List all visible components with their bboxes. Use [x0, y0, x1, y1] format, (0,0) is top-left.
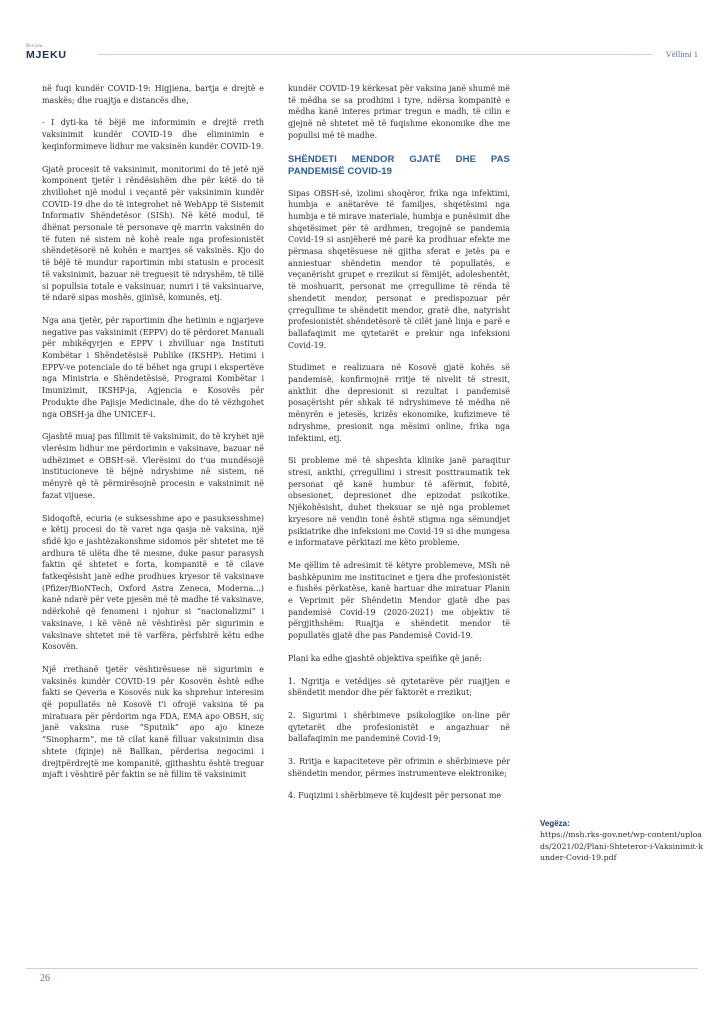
- objective-item: 4. Fuqizimi i shërbimeve të kujdesit për personat me: [288, 791, 502, 801]
- logo-subtitle: Revista: [26, 44, 43, 49]
- footer-rule: [26, 968, 698, 969]
- logo-title: MJEKU: [26, 49, 67, 61]
- paragraph: Nga ana tjetër, për raportimin dhe hetimin e ngjarjeve negative pas vaksinimit (EPPV) do të përdoret Manuali për mbikëqyrjen e EPPV i zhvilluar nga Instituti Kombëtar i Shëndetësisë Publike (IKSHP). Hetimi i EPPV-ve potenciale do të bëhet nga grupi i ekspertëve nga Ministria e Shëndetësisë, Programi Kombëtar i Imunizimit, IKSHP-ja, Agjencia e Kosovës për Produkte dhe Pajisje Medicinale, dhe do të vëzhgohet nga OBSH-ja dhe UNICEF-i.: [42, 315, 264, 419]
- paragraph: Studimet e realizuara në Kosovë gjatë kohës së pandemisë, konfirmojnë rritje të nivelit të stresit, ankthit dhe depresionit si rezultat i pandemisë posaçërisht për shkak të ndryshimeve të mëdha në mënyrën e jetesës, krizës ekonomike, kufizimeve të ndryshme, presionit nga mësimi online, frika nga infektimi, etj.: [288, 363, 510, 443]
- paragraph: Sidoqoftë, ecuria (e suksesshme apo e pasuksesshme) e këtij procesi do të varet nga qasja në vaksina, një sfidë kjo e jashtëzakonshme sidomos për shtetet me të ardhura të ulëta dhe të mesme, duke pasur parasysh faktin që shtetet e forta, kompanitë e të cilave fatkeqësisht janë edhe prodhues kryesor të vaksinave (Pfizer/BioNTech, Oxford Astra Zeneca, Moderna...) kanë ndarë për vete pjesën më të madhe të vaksinave, ndërkohë që fenomeni i njohur si “nacionalizmi” i vaksinave, i kë vënë në vështirësi për sigurimin e vaksinave shtetet më të varfëra, përfshirë këtu edhe Kosovën.: [42, 513, 264, 652]
- left-column: [42, 83, 264, 792]
- journal-logo: [26, 44, 67, 61]
- section-heading: SHËNDETI MENDOR GJATË DHE PAS PANDEMISË COVID-19: [288, 153, 510, 177]
- volume-label: Vëllimi 1: [665, 49, 698, 59]
- header-rule: [98, 54, 652, 55]
- right-column: [288, 83, 510, 802]
- paragraph: Si probleme më të shpeshta klinike janë paraqitur stresi, ankthi, çrregullimi i stresit posttraumatik tek personat që kanë humbur të afërmit, fobitë, obsesionet, depresionet dhe epizodat psikotike. Njëkohësisht, duhet theksuar se një nga problemet kryesore në vendin tonë është stigma nga sëmundjet psikiatrike dhe infeksioni me Covid-19 si dhe mungesa e informatave përkitazi me këto probleme.: [288, 456, 510, 548]
- reference-label: Vegëza:: [540, 819, 570, 828]
- paragraph: - I dyti-ka të bëjë me informimin e drejtë rreth vaksinimit kundër COVID-19 dhe eliminimin e keqinformimeve lidhur me vaksinën kundër COVID-19.: [42, 118, 264, 151]
- paragraph: Sipas OBSH-së, izolimi shoqëror, frika nga infektimi, humbja e anëtarëve të familjes, shqetësimi nga humbja e të mirave materiale, humbja e punësimit dhe shqetësimet për të ardhmen, tregojnë se pandemia Covid-19 si asnjëherë më parë ka prodhuar efekte me përmasa shqetësuese në gjitha sferat e jetës pa e anniestuar shëndetin mendor të popullatës, e veçanërisht grupet e rrezikut si fëmijët, adoleshentët, të moshuarit, personat me çrregullime të rënda të shendetit mendor, personat e predispozuar për çrregullime te shëndetit mendor, gratë dhe, natyrisht profesionistët shëndetësorë të cilët janë linja e parë e ballafaqimit me qytetarët e prekur nga infeksioni Covid-19.: [288, 188, 510, 350]
- objective-item: 3. Rritja e kapaciteteve për ofrimin e shërbimeve për shëndetin mendor, përmes instrumenteve elektronike;: [288, 757, 510, 778]
- paragraph: Një rrethanë tjetër vështirësuese në sigurimin e vaksinës kundër COVID-19 për Kosovën është edhe fakti se Qeveria e Kosovës nuk ka shprehur interesim që popullatës në Kosovë t'i ofrojë vaksina të pa miratuara për përdorim nga FDA, EMA apo OBSH, siç janë vaksina ruse “Sputnik” apo ajo kineze “Sinopharm”, me të cilat kanë filluar vaksinimin disa shtete (fqinje) në Ballkan, përderisa negocimi i drejtpërdrejtë me kompanitë, gjithashtu është treguar mjaft i vështirë për faktin se në fillim të vaksinimit: [42, 664, 264, 780]
- paragraph: Me qëllim të adresimit të këtyre problemeve, MSh në bashkëpunim me institucinet e tjera dhe profesionistët e fushës përkatëse, kanë hartuar dhe miratuar Planin e Veprimit për Shëndetin Mendor gjatë dhe pas pandemisë Covid-19 (2020-2021) me objektiv të përgjithshëm: Ruajtja e shëndetit mendor të popullatës gjatë dhe pas Pandemisë Covid-19.: [288, 560, 510, 641]
- paragraph: kundër COVID-19 kërkesat për vaksina janë shumë më të mëdha se sa prodhimi i tyre, ndërsa kompanitë e mëdha kanë interes primar tregun e madh, të cilin e gjejnë në shtetet më të fuqishme ekonomike dhe me popullsi më të madhe.: [288, 84, 510, 140]
- paragraph: Plani ka edhe gjashtë objektiva speifike që janë:: [288, 653, 482, 663]
- objective-item: 1. Ngritja e vetëdijes së qytetarëve për ruajtjen e shëndetit mendor dhe për faktorët e rrezikut;: [288, 676, 510, 698]
- paragraph: Gjashtë muaj pas fillimit të vaksinimit, do të kryhet një vlerësim lidhur me përdorimin e vaksinave, bazuar në udhëzimet e OBSH-së. Vlerësimi do t'ua mundësojë institucioneve të bëjnë ndryshime në sistem, në mënyrë që të përmirësojnë procesin e vaksinimit në fazat vijuese.: [42, 432, 264, 500]
- reference-sidebar: [540, 818, 706, 864]
- paragraph: Gjatë procesit të vaksinimit, monitorimi do të jetë një komponent tjetër i rëndësishëm dhe për këtë do të zhvillohet një modul i veçantë për vaksinimin kundër COVID-19 dhe do të integrohet në WebApp të Sistemit Informativ Shëndetësor (SISh). Në këtë modul, të dhënat personale të personave që marrin vaksinën do të futen në sistem në kohë reale nga profesionistët shëndetësorë në kohën e marrjes së vaksinës. Kjo do të bëjë të mundur raportimin mbi statusin e procesit të vaksinimit, bazuar në treguesit të ndryshëm, të tillë si popullsia totale e vaksinuar, numri i të vaksinuarve, të ndarë sipas moshës, gjinisë, komunës, etj.: [42, 164, 264, 303]
- paragraph: në fuqi kundër COVID-19: Higjiena, bartja e drejtë e maskës; dhe ruajtja e distancës dhe,: [42, 84, 264, 105]
- objective-item: 2. Sigurimi i shërbimeve psikologjike on-line për qytetarët dhe profesionistët e angazhuar në ballafaqimin me pandeminë Covid-19;: [288, 710, 510, 744]
- reference-link[interactable]: https://msh.rks-gov.net/wp-content/uploads/2021/02/Plani-Shteteror-i-Vaksinimit-kunder-Covid-19.pdf: [540, 830, 704, 862]
- page-number: 26: [40, 973, 50, 984]
